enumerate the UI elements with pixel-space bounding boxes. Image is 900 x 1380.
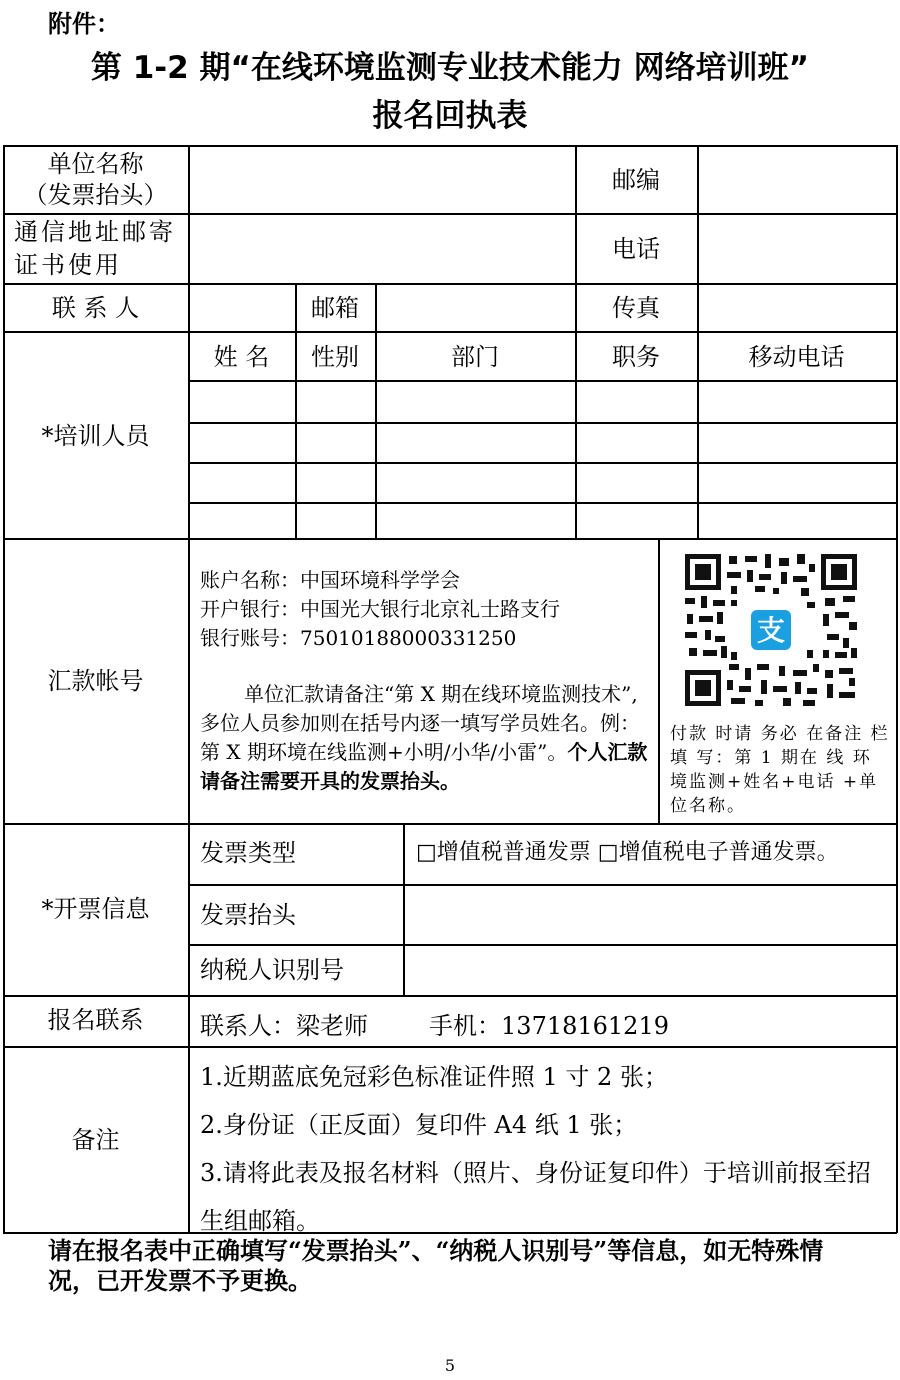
remarks-item-2: 2.身份证（正反面）复印件 A4 纸 1 张； xyxy=(200,1111,638,1139)
trainee-row[interactable] xyxy=(190,464,895,501)
invoice-type-options[interactable]: □增值税普通发票 □增值税电子普通发票。 xyxy=(416,840,839,865)
unit-name-label: 单位名称 xyxy=(47,150,144,178)
remarks-label: 备注 xyxy=(71,1126,120,1154)
invoice-type-label: 发票类型 xyxy=(200,839,296,867)
bank-info xyxy=(200,566,650,653)
invoice-title-label: 发票抬头 xyxy=(200,901,296,929)
form-title-line1: 第 1-2 期“在线环境监测专业技术能力 网络培训班” xyxy=(90,50,810,86)
col-name: 姓 名 xyxy=(213,343,270,371)
invoice-label: *开票信息 xyxy=(41,895,150,923)
svg-text:支: 支 xyxy=(756,614,786,647)
address-label: 通信地址邮寄 xyxy=(14,218,176,246)
postcode-label: 邮编 xyxy=(612,166,660,194)
remit-note xyxy=(200,680,652,796)
fax-label: 传真 xyxy=(612,294,660,322)
postcode-field[interactable] xyxy=(699,147,895,212)
attachment-label: 附件： xyxy=(48,9,120,38)
remarks-item-3: 3.请将此表及报名材料（照片、身份证复印件）于培训前报至招生组邮箱。 xyxy=(200,1159,871,1235)
form-title-line2: 报名回执表 xyxy=(372,98,528,134)
email-label: 邮箱 xyxy=(311,294,359,322)
trainees-label: *培训人员 xyxy=(41,422,150,450)
taxpayer-id-label: 纳税人识别号 xyxy=(200,956,344,984)
col-gender: 性别 xyxy=(311,343,359,371)
qr-payment-note: 付款 时请 务必 在备注 栏填 写：第 1 期在 线 环境监测+姓名+电话 +单位名称。 xyxy=(670,724,890,816)
footer-note: 请在报名表中正确填写“发票抬头”、“纳税人识别号”等信息，如无特殊情况，已开发票不予更换。 xyxy=(48,1236,824,1295)
page-number: 5 xyxy=(444,1356,456,1375)
alipay-icon xyxy=(747,606,795,654)
phone-field[interactable] xyxy=(699,215,895,282)
address-sub-label: 证书使用 xyxy=(14,251,122,279)
col-position: 职务 xyxy=(612,343,660,371)
remarks-item-1: 1.近期蓝底免冠彩色标准证件照 1 寸 2 张； xyxy=(200,1063,668,1091)
alipay-qr-code xyxy=(683,552,859,708)
phone-label: 电话 xyxy=(612,235,660,263)
contact-person-label: 联 系 人 xyxy=(51,294,140,322)
unit-name-sub-label: （发票抬头） xyxy=(23,181,168,209)
bank-account-name: 账户名称：中国环境科学学会 xyxy=(200,568,460,592)
email-field[interactable] xyxy=(377,285,574,330)
col-mobile: 移动电话 xyxy=(748,343,845,371)
trainee-row[interactable] xyxy=(190,424,895,461)
registration-contact-value: 联系人：梁老师 手机：13718161219 xyxy=(200,1012,669,1040)
address-field[interactable] xyxy=(190,215,574,282)
registration-contact-label: 报名联系 xyxy=(47,1006,144,1034)
contact-person-field[interactable] xyxy=(190,285,294,330)
remit-note-text: 单位汇款请备注“第 X 期在线环境监测技术”,多位人员参加则在括号内逐一填写学员姓名。例：第 X 期环境在线监测+小明/小华/小雷”。 xyxy=(200,682,640,764)
bank-branch: 开户银行：中国光大银行北京礼士路支行 xyxy=(200,597,560,621)
bank-account-number: 银行账号：75010188000331250 xyxy=(200,626,517,650)
remit-note-bold: 个人汇款请备注需要开具的发票抬头。 xyxy=(200,740,648,793)
invoice-title-field[interactable] xyxy=(405,886,895,943)
trainee-row[interactable] xyxy=(190,382,895,421)
trainee-row[interactable] xyxy=(190,504,895,537)
fax-field[interactable] xyxy=(699,285,895,330)
taxpayer-id-field[interactable] xyxy=(405,946,895,994)
unit-name-field[interactable] xyxy=(190,147,574,212)
col-department: 部门 xyxy=(451,343,499,371)
remittance-label: 汇款帐号 xyxy=(47,667,144,695)
